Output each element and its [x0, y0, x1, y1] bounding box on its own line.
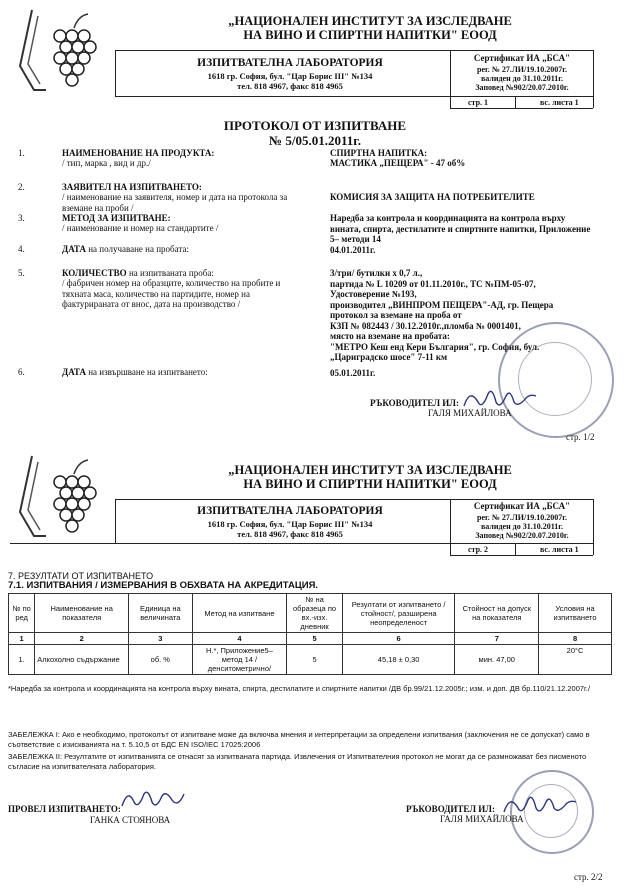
item-2-value: КОМИСИЯ ЗА ЗАЩИТА НА ПОТРЕБИТЕЛИТЕ [330, 192, 535, 202]
column-number-cell: 4 [192, 633, 287, 645]
item-1-value-head: СПИРТНА НАПИТКА: [330, 148, 428, 158]
page2-footer-page: стр. 2/2 [574, 872, 603, 882]
table-cell: мин. 47,00 [455, 645, 539, 675]
footnote: *Наредба за контрола и координацията на контрола върху вината, спирта, дестилатите и спиртните напитки /ДВ бр.99/21.12.2005г.; изм. и доп. ДВ бр.110/21.12.2007г./ [8, 684, 591, 693]
column-number-cell: 2 [35, 633, 129, 645]
header-divider-left [115, 499, 116, 543]
item-3-number: 3. [18, 213, 25, 223]
tester-label: ПРОВЕЛ ИЗПИТВАНЕТО: [8, 804, 121, 814]
item-5-label [62, 268, 214, 279]
header-divider-page [450, 108, 593, 109]
item-5-value-line: партида № L 10209 от 01.11.2010г., ТС №ПМ-05-07, [330, 278, 536, 289]
institute-title-line1: „НАЦИОНАЛЕН ИНСТИТУТ ЗА ИЗСЛЕДВАНЕ [228, 463, 512, 477]
institute-logo-icon [14, 6, 104, 94]
column-number-cell: 6 [342, 633, 455, 645]
cert-line3: валиден до 31.10.2011г. [480, 522, 564, 531]
header-cell: Единица на величината [129, 594, 192, 633]
item-6-number: 6. [18, 367, 25, 377]
item-1-number: 1. [18, 148, 25, 158]
page-number-label: стр. 2 [468, 545, 489, 554]
item-6-label-rest: на извършване на изпитването: [85, 367, 208, 377]
item-3-label: МЕТОД ЗА ИЗПИТВАНЕ: [62, 213, 171, 223]
item-3-value: Наредба за контрола и координацията на контрола върху вината, спирта, дестилатите и спиртните напитки, Приложение 5– методи 14 [330, 213, 591, 244]
results-table-header-row [9, 594, 612, 633]
header-divider-mid [450, 499, 451, 555]
item-5-label-rest: на изпитваната проба: [126, 268, 214, 278]
note-1: ЗАБЕЛЕЖКА I: Ако е необходимо, протоколът от изпитване може да включва мнения и интерпретации за определени изпитвания (заключения не се допускат) само в съответствие с изискванията на т. 5.10,5 от БДС EN ISO/IEC 17025:2006 [8, 730, 590, 749]
header-divider-right [593, 50, 594, 108]
results-subsection-title: 7.1. ИЗПИТВАНИЯ / ИЗМЕРВАНИЯ В ОБХВАТА НА АКРЕДИТАЦИЯ. [8, 580, 319, 591]
item-2-number: 2. [18, 182, 25, 192]
item-5-value-line: 3/три/ бутилки х 0,7 л., [330, 268, 423, 278]
page-number-label: стр. 1 [468, 98, 489, 107]
item-5-value-line: КЗП № 082443 / 30.12.2010г.,пломба № 0001401, [330, 320, 521, 331]
lab-name: ИЗПИТВАТЕЛНА ЛАБОРАТОРИЯ [197, 505, 383, 517]
item-5-label-strong: КОЛИЧЕСТВО [62, 268, 127, 278]
column-number-cell: 7 [455, 633, 539, 645]
note-2: ЗАБЕЛЕЖКА II: Резултатите от изпитванията се отнасят за изпитваната партида. Извлечения от Изпитвателния протокол не могат да се размножават без писменото съгласие на изпитвателната лаборатория. [8, 752, 587, 771]
header-divider-bottom [10, 543, 593, 544]
table-cell: Алкохолно съдържание [35, 645, 129, 675]
results-section-title: 7. РЕЗУЛТАТИ ОТ ИЗПИТВАНЕТО [8, 571, 154, 581]
institute-logo-icon [14, 452, 104, 540]
table-cell: 45,18 ± 0,30 [342, 645, 455, 675]
protocol-title: ПРОТОКОЛ ОТ ИЗПИТВАНЕ [223, 118, 407, 133]
institute-title-line1: „НАЦИОНАЛЕН ИНСТИТУТ ЗА ИЗСЛЕДВАНЕ [228, 14, 512, 28]
column-number-cell: 1 [9, 633, 35, 645]
item-4-number: 4. [18, 244, 25, 254]
header-divider-left [115, 50, 116, 96]
sheets-count-label: вс. листа 1 [540, 545, 579, 554]
tester-name: ГАНКА СТОЯНОВА [90, 815, 171, 825]
item-5-value-line: Удостоверение №193, [330, 289, 417, 299]
item-1-sub: / тип, марка , вид и др./ [62, 158, 151, 168]
column-number-cell: 5 [287, 633, 342, 645]
sheets-count-label: вс. листа 1 [540, 98, 579, 107]
protocol-number: № 5/05.01.2011г. [269, 133, 361, 148]
header-cell: Наименование на показателя [35, 594, 129, 633]
results-table [8, 593, 612, 675]
page1-director-label: РЪКОВОДИТЕЛ ИЛ: [370, 398, 459, 408]
header-divider-top [115, 499, 593, 500]
item-4-label-rest: на получаване на пробата: [85, 244, 189, 254]
item-1-label: НАИМЕНОВАНИЕ НА ПРОДУКТА: [62, 148, 215, 158]
header-cell: Стойност на допуск на показателя [455, 594, 539, 633]
item-5-value-line: "МЕТРО Кеш енд Кери България", гр. София, бул. [330, 341, 540, 352]
column-number-cell: 8 [539, 633, 612, 645]
item-5-value-line: „Цариградско шосе" 7-11 км [330, 352, 448, 362]
column-number-cell: 3 [129, 633, 192, 645]
item-5-sub: / фабричен номер на образците, количество на пробите и тяхната маса, количество на партидите, номер на фактурираната от внос, дата на производство / [62, 278, 281, 309]
header-divider-page-mid [515, 543, 516, 555]
table-row [9, 645, 612, 675]
lab-phone: тел. 818 4967, факс 818 4965 [237, 81, 343, 91]
header-divider-bottom [115, 96, 593, 97]
lab-name: ИЗПИТВАТЕЛНА ЛАБОРАТОРИЯ [197, 57, 383, 69]
header-divider-right [593, 499, 594, 555]
page1-director-name: ГАЛЯ МИХАЙЛОВА [428, 408, 512, 418]
table-cell: об. % [129, 645, 192, 675]
header-cell: Резултати от изпитването /стойност/, разширена неопределеност [342, 594, 455, 633]
table-cell: Н.*, Приложение5– метод 14 /денситометрично/ [192, 645, 287, 675]
cert-line3: валиден до 31.10.2011г. [480, 74, 564, 83]
header-cell: № на образеца по вх.-изх. дневник [287, 594, 342, 633]
lab-address: 1618 гр. София, бул. "Цар Борис III" №134 [207, 71, 373, 81]
cert-line4: Заповед №902/20.07.2010г. [475, 531, 569, 540]
cert-line2: рег. № 27.ЛИ/19.10.2007г. [477, 513, 567, 522]
cert-line4: Заповед №902/20.07.2010г. [475, 83, 569, 92]
page2-director-label: РЪКОВОДИТЕЛ ИЛ: [406, 804, 495, 814]
item-1-value: МАСТИКА „ПЕЩЕРА" - 47 об% [330, 158, 466, 168]
lab-phone: тел. 818 4967, факс 818 4965 [237, 529, 343, 539]
item-5-number: 5. [18, 268, 25, 278]
results-table-column-numbers [9, 633, 612, 645]
cert-line1: Сертификат ИА „БСА" [473, 53, 571, 63]
item-5-value-line: място на вземане на пробата: [330, 331, 450, 341]
header-cell: № по ред [9, 594, 35, 633]
cert-line1: Сертификат ИА „БСА" [473, 501, 571, 511]
item-5-value-line: производител „ВИНПРОМ ПЕЩЕРА"-АД, гр. Пещера [330, 299, 554, 310]
item-2-sub: / наименование на заявителя, номер и дата на протокола за вземане на проби / [62, 192, 288, 213]
item-4-value: 04.01.2011г. [330, 245, 376, 255]
institute-title-line2: НА ВИНО И СПИРТНИ НАПИТКИ" ЕООД [243, 28, 497, 42]
institute-title-line2: НА ВИНО И СПИРТНИ НАПИТКИ" ЕООД [243, 477, 497, 491]
item-5-value-line: протокол за вземане на проба от [330, 310, 462, 320]
header-divider-page-mid [515, 96, 516, 108]
header-cell: Условия на изпитването [539, 594, 612, 633]
table-cell: 5 [287, 645, 342, 675]
page1-footer-page: стр. 1/2 [566, 432, 595, 442]
table-cell: 20°С [539, 645, 612, 675]
header-divider-mid [450, 50, 451, 108]
item-6-value: 05.01.2011г. [330, 368, 376, 378]
cert-line2: рег. № 27.ЛИ/19.10.2007г. [477, 65, 567, 74]
item-6-label-strong: ДАТА [62, 367, 86, 377]
table-cell: 1. [9, 645, 35, 675]
page2-director-name: ГАЛЯ МИХАЙЛОВА [440, 814, 524, 824]
header-divider-page [450, 555, 593, 556]
tester-signature-icon [118, 786, 188, 814]
item-2-label: ЗАЯВИТЕЛ НА ИЗПИТВАНЕТО: [62, 182, 202, 192]
header-cell: Метод на изпитване [192, 594, 287, 633]
lab-address: 1618 гр. София, бул. "Цар Борис III" №134 [207, 519, 373, 529]
item-6-label [62, 367, 208, 378]
item-4-label [62, 244, 189, 255]
header-divider-top [115, 50, 593, 51]
item-4-label-strong: ДАТА [62, 244, 86, 254]
item-3-sub: / наименование и номер на стандартите / [62, 223, 219, 233]
